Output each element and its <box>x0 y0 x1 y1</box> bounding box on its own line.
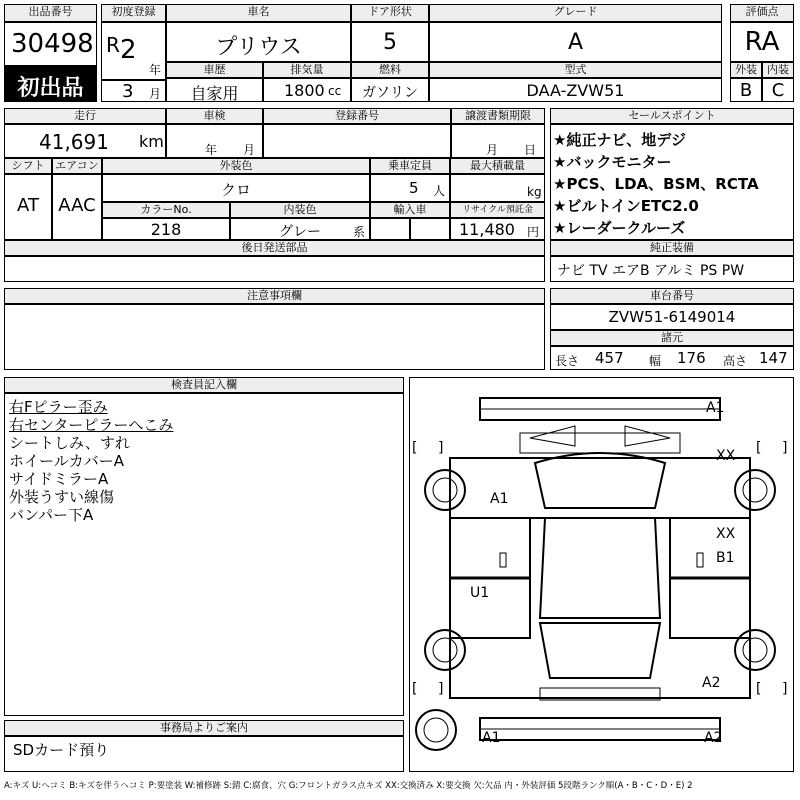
length-value: 457 <box>595 349 624 367</box>
reg-year: 2 <box>120 35 137 65</box>
left-mirror <box>500 553 506 567</box>
later-parts-header: 後日発送部品 <box>4 240 545 256</box>
capacity-cell <box>370 174 450 202</box>
cc-unit: cc <box>328 84 342 98</box>
office-header: 事務局よりご案内 <box>4 720 404 736</box>
inspection-month-unit: 月 <box>243 143 256 157</box>
sales-point-4: ★ビルトインETC2.0 <box>553 197 699 215</box>
inspection-year-unit: 年 <box>205 143 218 157</box>
fuel-value: ガソリン <box>362 85 418 101</box>
recycle-cell <box>450 218 545 240</box>
year-unit: 年 <box>149 63 162 77</box>
import-cell-2 <box>410 218 450 240</box>
wheel-rl <box>425 630 465 670</box>
transfer-cell <box>451 124 545 158</box>
svg-text:[: [ <box>412 681 418 697</box>
reg-month-cell <box>101 80 166 102</box>
interior-cell <box>762 78 794 102</box>
sales-point-1: ★純正ナビ、地デジ <box>553 131 686 149</box>
shift-value: AT <box>17 195 39 216</box>
rear-window <box>540 623 660 678</box>
import-cell-1 <box>370 218 410 240</box>
car-name-header: 車名 <box>166 4 351 22</box>
lot-number: 30498 <box>11 29 94 59</box>
model-cell <box>429 78 722 102</box>
ext-color-value: クロ <box>220 181 251 199</box>
mark-left-front: A1 <box>490 491 509 507</box>
right-mirror <box>697 553 703 567</box>
svg-text:[: [ <box>756 681 762 697</box>
mark-right-door: XX <box>716 526 736 542</box>
door-cell <box>351 22 429 62</box>
history-value: 自家用 <box>190 84 239 103</box>
reg-month: 3 <box>122 81 134 102</box>
office-note-box <box>4 736 404 772</box>
right-front-door <box>670 518 750 578</box>
displacement-cell <box>263 78 351 102</box>
mark-rear-left: A1 <box>482 730 501 746</box>
length-label: 長さ <box>555 354 580 368</box>
office-note: SDカード預り <box>13 741 110 759</box>
mileage-value: 41,691 <box>39 130 109 154</box>
lot-number-cell <box>4 22 97 66</box>
inspector-note-7: バンパー下A <box>9 506 94 524</box>
ext-color-header: 外装色 <box>102 158 370 174</box>
era: R <box>106 33 120 57</box>
svg-text:]: ] <box>782 681 788 697</box>
sales-point-header: セールスポイント <box>550 108 794 124</box>
history-cell <box>166 78 263 102</box>
notes-cell <box>4 304 545 370</box>
shift-cell <box>4 174 52 240</box>
max-load-header: 最大積載量 <box>450 158 545 174</box>
mileage-header: 走行 <box>4 108 166 124</box>
mileage-unit: km <box>139 132 164 151</box>
genuine-cell <box>550 256 794 282</box>
month-unit: 月 <box>149 87 162 101</box>
color-no-header: カラーNo. <box>102 202 230 218</box>
inspector-note-6: 外装うすい線傷 <box>9 488 115 506</box>
mark-right-rear-door: B1 <box>716 550 735 566</box>
sales-point-box <box>550 124 794 240</box>
sales-point-2: ★バックモニター <box>553 153 672 171</box>
interior-header: 内装 <box>762 62 794 78</box>
exterior-header: 外装 <box>730 62 762 78</box>
shift-header: シフト <box>4 158 52 174</box>
spare-wheel <box>416 710 456 750</box>
recycle-value: 11,480 <box>459 220 515 239</box>
mark-right-front: XX <box>716 448 736 464</box>
history-header: 車歴 <box>166 62 263 78</box>
grade-cell <box>429 22 722 62</box>
genuine-value: ナビ TV エアB アルミ PS PW <box>557 263 745 279</box>
first-listing-badge-cell <box>4 66 97 102</box>
later-parts-cell <box>4 256 545 282</box>
car-name-cell <box>166 22 351 62</box>
import-header: 輸入車 <box>370 202 450 218</box>
displacement-value: 1800 <box>284 81 325 100</box>
chassis-cell <box>550 304 794 330</box>
genuine-header: 純正装備 <box>550 240 794 256</box>
wheel-fr <box>735 470 775 510</box>
color-no-value: 218 <box>150 220 182 239</box>
score-value: RA <box>744 27 780 57</box>
first-listing-badge: 初出品 <box>17 76 84 101</box>
sales-point-5: ★レーダークルーズ <box>553 219 686 237</box>
mark-front: A1 <box>706 400 725 416</box>
inspector-header: 検査員記入欄 <box>4 377 404 393</box>
left-front-door <box>450 518 530 578</box>
chassis-value: ZVW51-6149014 <box>608 308 736 326</box>
capacity-header: 乗車定員 <box>370 158 450 174</box>
fuel-cell <box>351 78 429 102</box>
grade-header: グレード <box>429 4 722 22</box>
height-label: 高さ <box>723 354 748 368</box>
reg-no-cell <box>263 124 451 158</box>
inspection-header: 車検 <box>166 108 263 124</box>
width-label: 幅 <box>649 354 662 368</box>
model-header: 型式 <box>429 62 722 78</box>
first-reg-header: 初度登録 <box>101 4 166 22</box>
reg-no-header: 登録番号 <box>263 108 451 124</box>
left-rear-door <box>450 578 530 638</box>
notes-header: 注意事項欄 <box>4 288 545 304</box>
svg-text:]: ] <box>438 440 444 456</box>
transfer-day-unit: 日 <box>524 143 537 157</box>
int-color-cell <box>230 218 370 240</box>
sales-point-3: ★PCS、LDA、BSM、RCTA <box>553 175 759 193</box>
exterior-cell <box>730 78 762 102</box>
int-color-value: グレー <box>279 224 321 240</box>
roof <box>540 518 660 618</box>
grade-value: A <box>567 30 584 55</box>
ext-color-cell <box>102 174 370 202</box>
transfer-header: 譲渡書類期限 <box>451 108 545 124</box>
capacity-value: 5 <box>409 179 419 197</box>
height-value: 147 <box>759 349 788 367</box>
displacement-header: 排気量 <box>263 62 351 78</box>
windshield <box>535 453 665 508</box>
car-name: プリウス <box>215 35 302 60</box>
dims-cell <box>550 346 794 370</box>
exterior-value: B <box>739 80 753 101</box>
score-header: 評価点 <box>730 4 794 22</box>
inspector-note-1: 右Fピラー歪み <box>9 398 108 416</box>
inspector-note-4: ホイールカバーA <box>9 452 124 470</box>
mark-rear-right: A2 <box>704 730 723 746</box>
wheel-fl <box>425 470 465 510</box>
recycle-unit: 円 <box>527 225 540 239</box>
chassis-header: 車台番号 <box>550 288 794 304</box>
svg-text:[: [ <box>412 440 418 456</box>
door-value: 5 <box>383 30 397 55</box>
capacity-unit: 人 <box>433 184 446 198</box>
wheel-rr <box>735 630 775 670</box>
svg-text:[: [ <box>756 440 762 456</box>
car-diagram-box <box>409 377 794 772</box>
aircon-header: エアコン <box>52 158 102 174</box>
inspection-cell <box>166 124 263 158</box>
int-color-unit: 系 <box>353 225 366 239</box>
dims-header: 諸元 <box>550 330 794 346</box>
fuel-header: 燃料 <box>351 62 429 78</box>
aircon-cell <box>52 174 102 240</box>
width-value: 176 <box>677 349 706 367</box>
score-cell <box>730 22 794 62</box>
color-no-cell <box>102 218 230 240</box>
aircon-value: AAC <box>58 195 96 216</box>
right-rear-door <box>670 578 750 638</box>
inspector-note-2: 右センターピラーへこみ <box>9 416 174 434</box>
int-color-header: 内装色 <box>230 202 370 218</box>
transfer-month-unit: 月 <box>486 143 499 157</box>
model-value: DAA-ZVW51 <box>526 81 625 100</box>
car-diagram <box>410 378 793 771</box>
door-header: ドア形状 <box>351 4 429 22</box>
mileage-cell <box>4 124 166 158</box>
load-unit: kg <box>527 185 542 199</box>
inspector-note-3: シートしみ、すれ <box>9 434 130 452</box>
inspector-note-5: サイドミラーA <box>9 470 109 488</box>
svg-text:]: ] <box>782 440 788 456</box>
inspector-notes-box <box>4 393 404 716</box>
svg-text:]: ] <box>438 681 444 697</box>
max-load-cell <box>450 174 545 202</box>
lot-no-header: 出品番号 <box>4 4 97 22</box>
mark-right-rear: A2 <box>702 675 721 691</box>
recycle-header: リサイクル預託金 <box>450 202 545 218</box>
mark-left-rear: U1 <box>470 585 490 601</box>
interior-value: C <box>771 80 785 101</box>
legend: A:キズ U:ヘコミ B:キズを伴うヘコミ P:要塗装 W:補修跡 S:錆 C:腐食、穴 G:フロントガラス点キズ XX:交換済み X:要交換 欠:欠品 内・外装評価 5段階ランク順(A・B・C・D・E) 2 <box>4 781 693 791</box>
first-reg-cell <box>101 22 166 80</box>
